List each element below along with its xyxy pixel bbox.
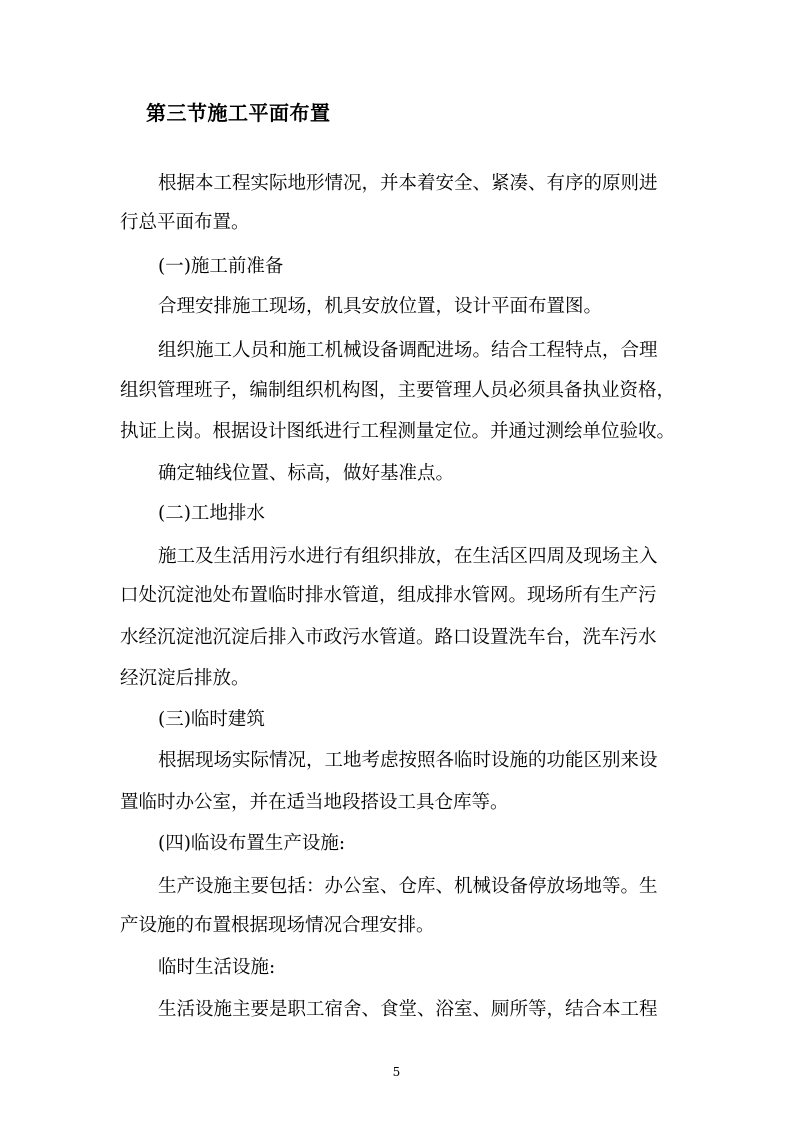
body-line: 经沉淀后排放。: [120, 668, 250, 689]
body-line: 水经沉淀池沉淀后排入市政污水管道。路口设置洗车台，洗车污水: [120, 627, 657, 648]
body-line: 产设施的布置根据现场情况合理安排。: [120, 915, 435, 936]
body-line: 施工及生活用污水进行有组织排放，在生活区四周及现场主入: [158, 546, 658, 567]
body-line: 执证上岗。根据设计图纸进行工程测量定位。并通过测绘单位验收。: [120, 421, 676, 442]
body-line: 组织施工人员和施工机械设备调配进场。结合工程特点，合理: [158, 340, 658, 361]
body-line: 生活设施主要是职工宿舍、食堂、浴室、厕所等，结合本工程: [158, 999, 658, 1020]
body-line: 根据本工程实际地形情况，并本着安全、紧凑、有序的原则进: [158, 173, 658, 194]
section-title: 第三节施工平面布置: [146, 101, 331, 125]
subheading-temporary-buildings: (三)临时建筑: [158, 709, 265, 730]
body-line: 口处沉淀池处布置临时排水管道，组成排水管网。现场所有生产污: [120, 585, 657, 606]
body-line: 合理安排施工现场，机具安放位置，设计平面布置图。: [158, 296, 603, 317]
body-line: 确定轴线位置、标高，做好基准点。: [158, 463, 455, 484]
body-line: 根据现场实际情况，工地考虑按照各临时设施的功能区别来设: [158, 750, 658, 771]
subheading-drainage: (二)工地排水: [158, 503, 265, 524]
subheading-production-facilities: (四)临设布置生产设施:: [158, 833, 346, 854]
body-line: 组织管理班子，编制组织机构图，主要管理人员必须具备执业资格，: [120, 380, 676, 401]
body-line: 置临时办公室，并在适当地段搭设工具仓库等。: [120, 792, 509, 813]
body-line: 生产设施主要包括：办公室、仓库、机械设备停放场地等。生: [158, 876, 658, 897]
body-line: 行总平面布置。: [120, 212, 250, 233]
page-number: 5: [392, 1065, 401, 1079]
subheading-preparation: (一)施工前准备: [158, 256, 284, 277]
subheading-living-facilities: 临时生活设施:: [158, 957, 276, 978]
